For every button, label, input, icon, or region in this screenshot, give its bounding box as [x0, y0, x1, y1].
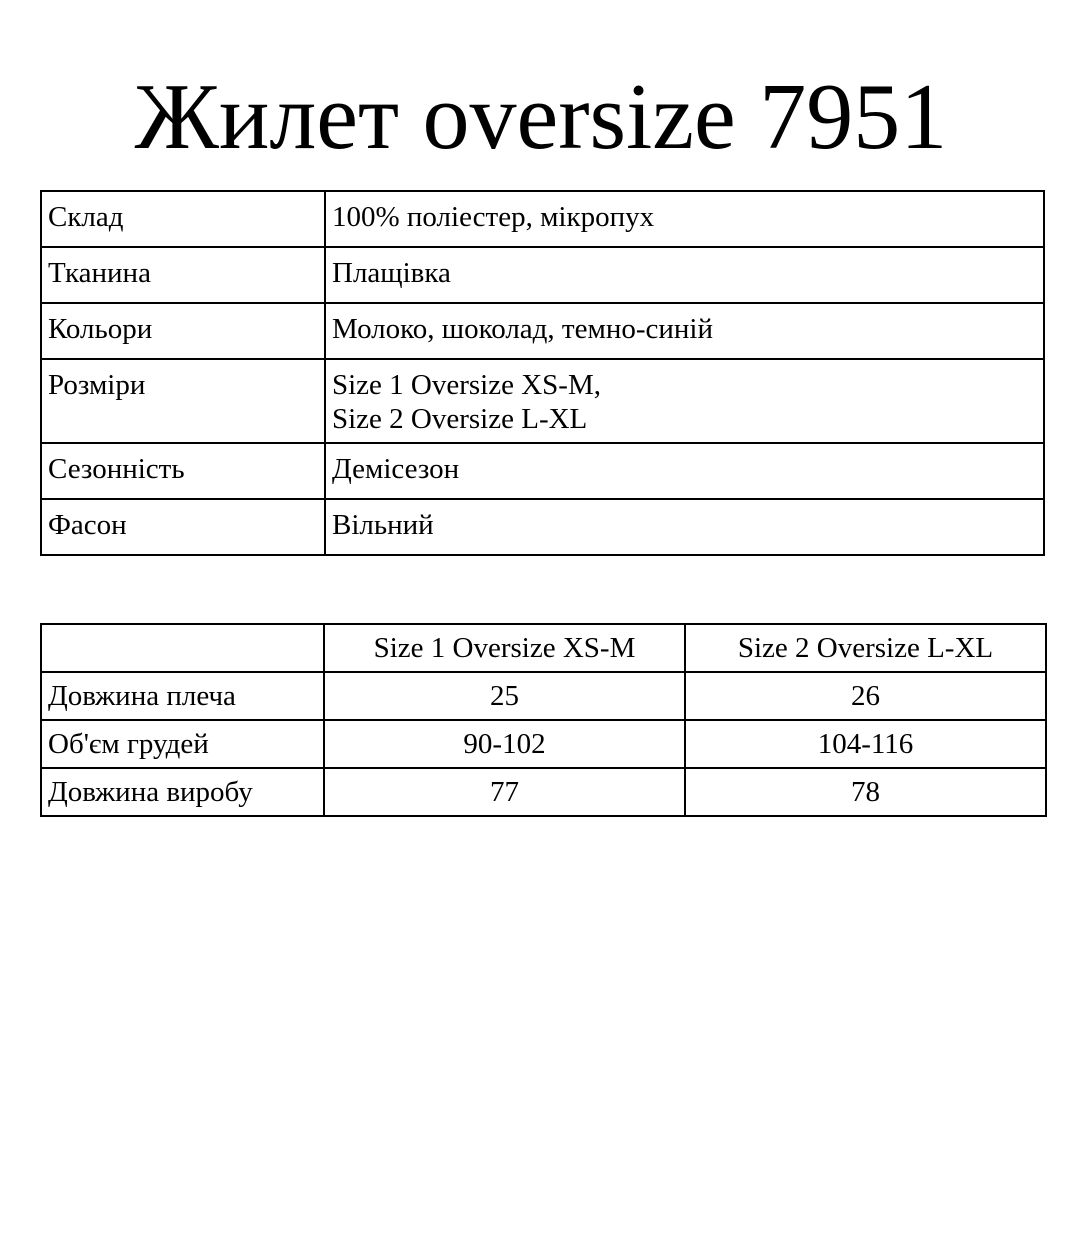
- table-row: [41, 359, 1044, 443]
- page-title: Жилет oversize 7951: [134, 65, 948, 169]
- specifications-table: [40, 190, 1045, 556]
- table-cell: 90-102: [324, 720, 685, 768]
- header-cell: [41, 624, 324, 672]
- spec-value: 100% поліестер, мікропух: [325, 191, 1044, 247]
- header-cell: Size 2 Oversize L-XL: [685, 624, 1046, 672]
- spec-label: Сезонність: [41, 443, 325, 499]
- table-row: [41, 191, 1044, 247]
- table-row: [41, 247, 1044, 303]
- table-header-row: [41, 624, 1046, 672]
- table-cell: 77: [324, 768, 685, 816]
- spec-value: [325, 359, 1044, 443]
- spec-label: Розміри: [41, 359, 325, 443]
- table-row: [41, 443, 1044, 499]
- row-label: Довжина плеча: [41, 672, 324, 720]
- spec-label: Кольори: [41, 303, 325, 359]
- row-label: Довжина виробу: [41, 768, 324, 816]
- table-row: [41, 720, 1046, 768]
- size-chart-table: [40, 623, 1047, 817]
- spec-label: Фасон: [41, 499, 325, 555]
- spec-label: Склад: [41, 191, 325, 247]
- row-label: Об'єм грудей: [41, 720, 324, 768]
- header-cell: Size 1 Oversize XS-M: [324, 624, 685, 672]
- table-row: [41, 499, 1044, 555]
- spec-value: Демісезон: [325, 443, 1044, 499]
- spec-value: Молоко, шоколад, темно-синій: [325, 303, 1044, 359]
- table-cell: 104-116: [685, 720, 1046, 768]
- spec-value-line: Size 2 Oversize L-XL: [332, 403, 588, 435]
- table-cell: 26: [685, 672, 1046, 720]
- spec-value: Плащівка: [325, 247, 1044, 303]
- table-cell: 25: [324, 672, 685, 720]
- spec-label: Тканина: [41, 247, 325, 303]
- spec-value: Вільний: [325, 499, 1044, 555]
- table-row: [41, 303, 1044, 359]
- table-row: [41, 768, 1046, 816]
- spec-value-line: Size 1 Oversize XS-M,: [332, 369, 602, 401]
- table-row: [41, 672, 1046, 720]
- table-cell: 78: [685, 768, 1046, 816]
